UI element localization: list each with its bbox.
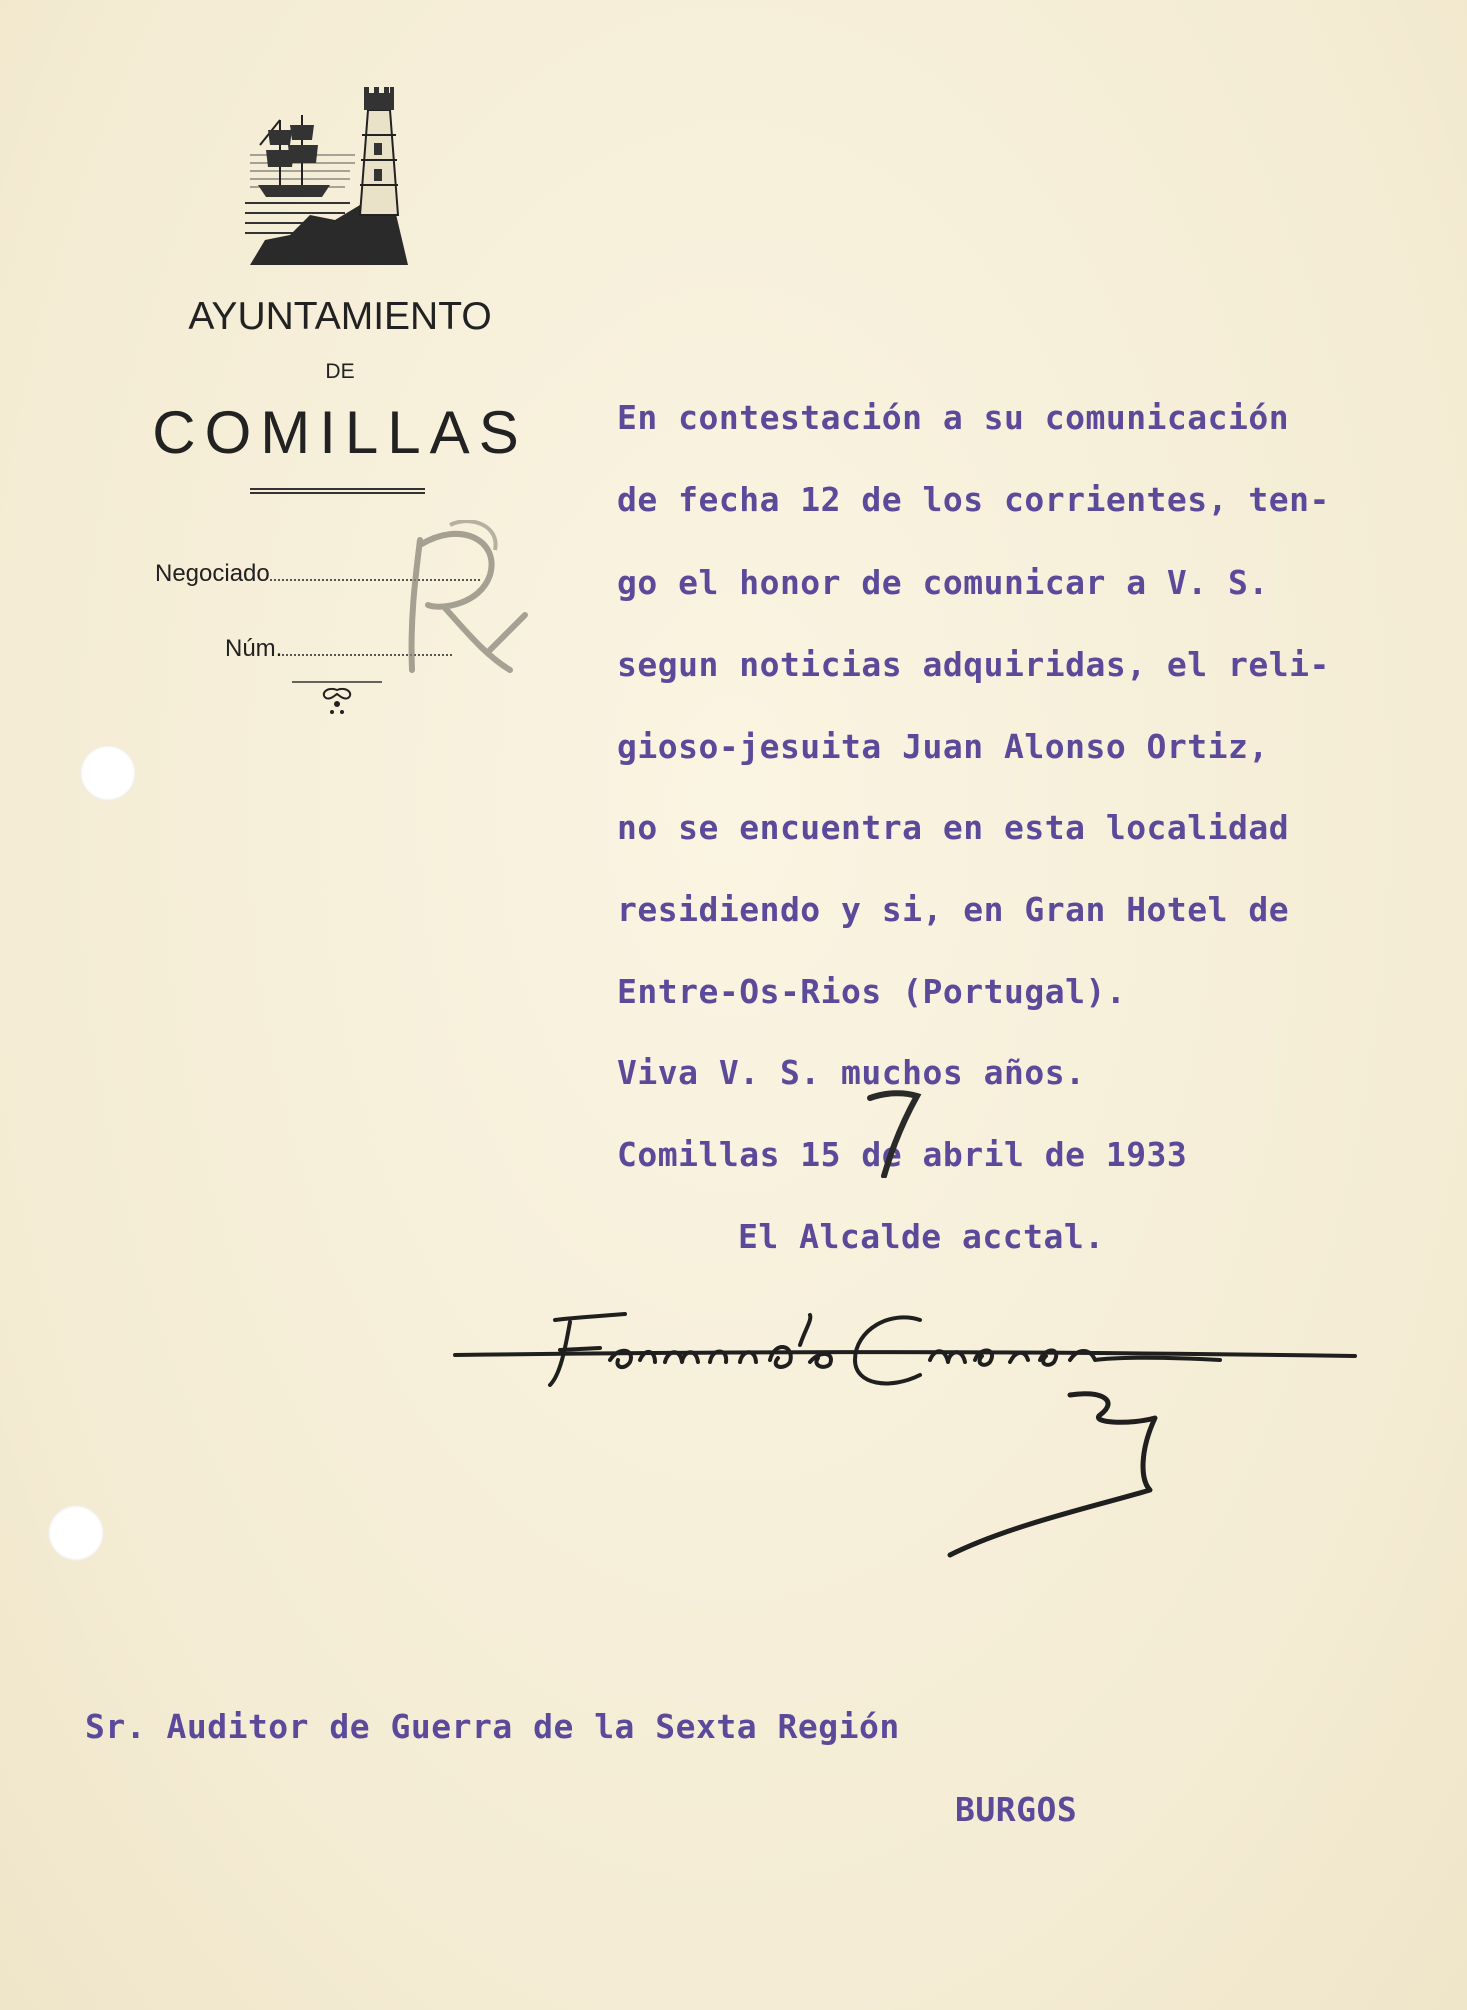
recipient-line: Sr. Auditor de Guerra de la Sexta Región	[85, 1707, 900, 1746]
letterhead-town: COMILLAS	[152, 399, 528, 466]
letter-body-line: de fecha 12 de los corrientes, ten-	[617, 480, 1330, 519]
fleuron-ornament-icon	[292, 680, 382, 720]
letter-body-line: residiendo y si, en Gran Hotel de	[617, 890, 1290, 929]
ship-and-lighthouse-emblem-icon	[240, 85, 410, 265]
letter-body-line: Entre-Os-Rios (Portugal).	[617, 972, 1127, 1011]
letter-body-line: En contestación a su comunicación	[617, 398, 1290, 437]
letterhead-de: DE	[325, 360, 355, 383]
negociado-label: Negociado	[155, 560, 270, 587]
letterhead-title: AYUNTAMIENTO	[188, 295, 492, 338]
punch-hole	[80, 745, 136, 801]
handwritten-signature	[450, 1290, 1370, 1580]
letter-closing: El Alcalde acctal.	[738, 1217, 1105, 1256]
handwritten-mark-icon	[390, 520, 540, 690]
letter-body-line: go el honor de comunicar a V. S.	[617, 563, 1269, 602]
letter-date-line: Comillas 15 de abril de 1933	[617, 1135, 1188, 1174]
letter-body-line: gioso-jesuita Juan Alonso Ortiz,	[617, 727, 1269, 766]
letterhead-divider	[250, 488, 425, 496]
letter-body-line: segun noticias adquiridas, el reli-	[617, 645, 1330, 684]
letter-body-line: Viva V. S. muchos años.	[617, 1053, 1086, 1092]
num-label: Núm.	[225, 635, 283, 662]
recipient-city: BURGOS	[955, 1790, 1078, 1829]
handwritten-date-correction-icon	[862, 1088, 922, 1178]
letter-body-line: no se encuentra en esta localidad	[617, 808, 1290, 847]
punch-hole	[48, 1505, 104, 1561]
